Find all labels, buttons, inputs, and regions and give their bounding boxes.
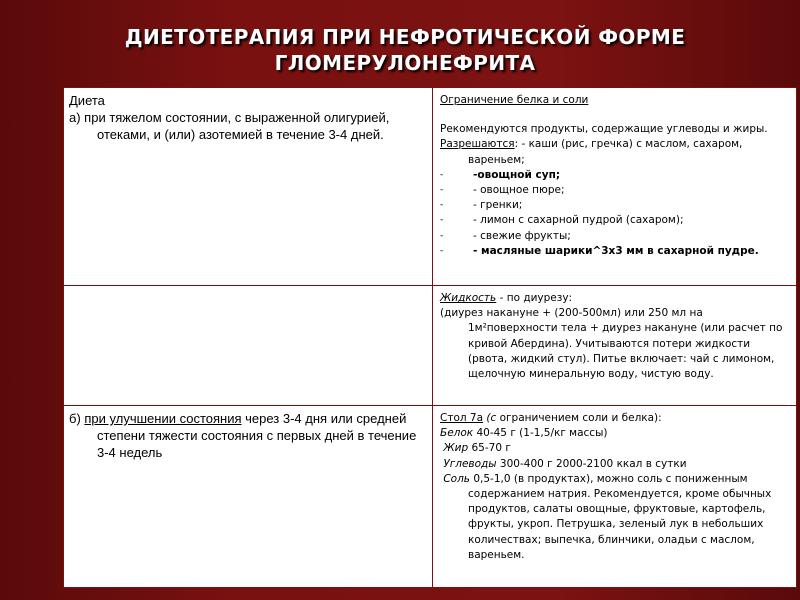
table7a-heading: Стол 7а (с ограничением соли и белка):: [440, 412, 662, 424]
list-item: - - лимон с сахарной пудрой (сахаром);: [440, 213, 790, 228]
fluid-label: Жидкость: [440, 292, 497, 304]
restriction-heading: Ограничение белка и соли: [440, 94, 589, 106]
diet-table: [63, 87, 797, 588]
fat-line: Жир 65-70 г: [443, 442, 511, 455]
improving-underlined: при улучшении состояния: [84, 411, 242, 426]
bullet-icon: -: [440, 185, 444, 196]
bullet-icon: -: [440, 245, 444, 256]
table7a-label: Стол 7а: [440, 412, 484, 424]
diet-heading: Диета: [69, 93, 105, 108]
list-item: - - гренки;: [440, 198, 790, 213]
list-item: - - масляные шарики^3х3 мм в сахарной пудре.: [440, 244, 790, 259]
table-row: [64, 406, 797, 588]
empty-cell: [64, 286, 433, 406]
bullet-icon: -: [440, 169, 444, 180]
diet-severe-text: а) при тяжелом состоянии, с выраженной олигурией, отеками, и (или) азотемией в течение 3-4 дней.: [69, 110, 390, 142]
diet-cell-improving: [64, 406, 433, 588]
allowed-label: Разрешаются: [440, 138, 515, 151]
fat-label: Жир: [443, 442, 469, 455]
fluid-heading-line: [440, 291, 790, 306]
table7a-cell: [433, 406, 797, 588]
slide-title: [60, 24, 750, 76]
table-row: [64, 88, 797, 286]
salt-line: Соль 0,5-1,0 (в продуктах), можно соль с пониженным содержанием натрия. Рекомендуется, кроме обычных продуктов, салаты овощные, фруктовые, картофель, фрукты, укроп. Петрушка, зеленый лук в небольших количествах; выпечка, блинчики, оладьи с маслом, вареньем.: [443, 472, 772, 561]
recommend-text: Рекомендуются продукты, содержащие углеводы и жиры.: [440, 123, 768, 136]
allowed-line: [440, 137, 790, 167]
list-item: - -овощной суп;: [440, 168, 790, 183]
protein-line: Белок 40-45 г (1-1,5/кг массы): [440, 427, 608, 440]
list-item: - - овощное пюре;: [440, 183, 790, 198]
restriction-cell: [433, 88, 797, 286]
diet-cell-severe: [64, 88, 433, 286]
bullet-icon: -: [440, 215, 444, 226]
bullet-icon: -: [440, 200, 444, 211]
protein-label: Белок: [440, 427, 474, 440]
salt-label: Соль: [443, 472, 470, 485]
fluid-text: (диурез накануне + (200-500мл) или 250 мл на 1м²поверхности тела + диурез накануне (или расчет по кривой Абердина). Учитываются потери жидкости (рвота, жидкий стул). Питье включает: чай с лимоном, щелочную минеральную воду, чистую воду.: [440, 307, 783, 381]
allowed-foods-list: [440, 168, 790, 259]
fluid-cell: [433, 286, 797, 406]
table-row: [64, 286, 797, 406]
list-item: - - свежие фрукты;: [440, 229, 790, 244]
title-line-2: ГЛОМЕРУЛОНЕФРИТА: [274, 51, 536, 75]
carb-label: Углеводы: [443, 457, 497, 470]
bullet-icon: -: [440, 230, 444, 241]
allowed-text: : - каши (рис, гречка) с маслом, сахаром, вареньем;: [468, 138, 743, 166]
diet-improving-text: б) при улучшении состояния через 3-4 дня или средней степени тяжести состояния с первых дней в течение 3-4 недель: [69, 411, 417, 460]
title-line-1: ДИЕТОТЕРАПИЯ ПРИ НЕФРОТИЧЕСКОЙ ФОРМЕ: [124, 25, 686, 49]
carb-line: Углеводы 300-400 г 2000-2100 ккал в сутки: [443, 457, 687, 470]
fluid-label-rest: - по диурезу:: [496, 292, 573, 304]
